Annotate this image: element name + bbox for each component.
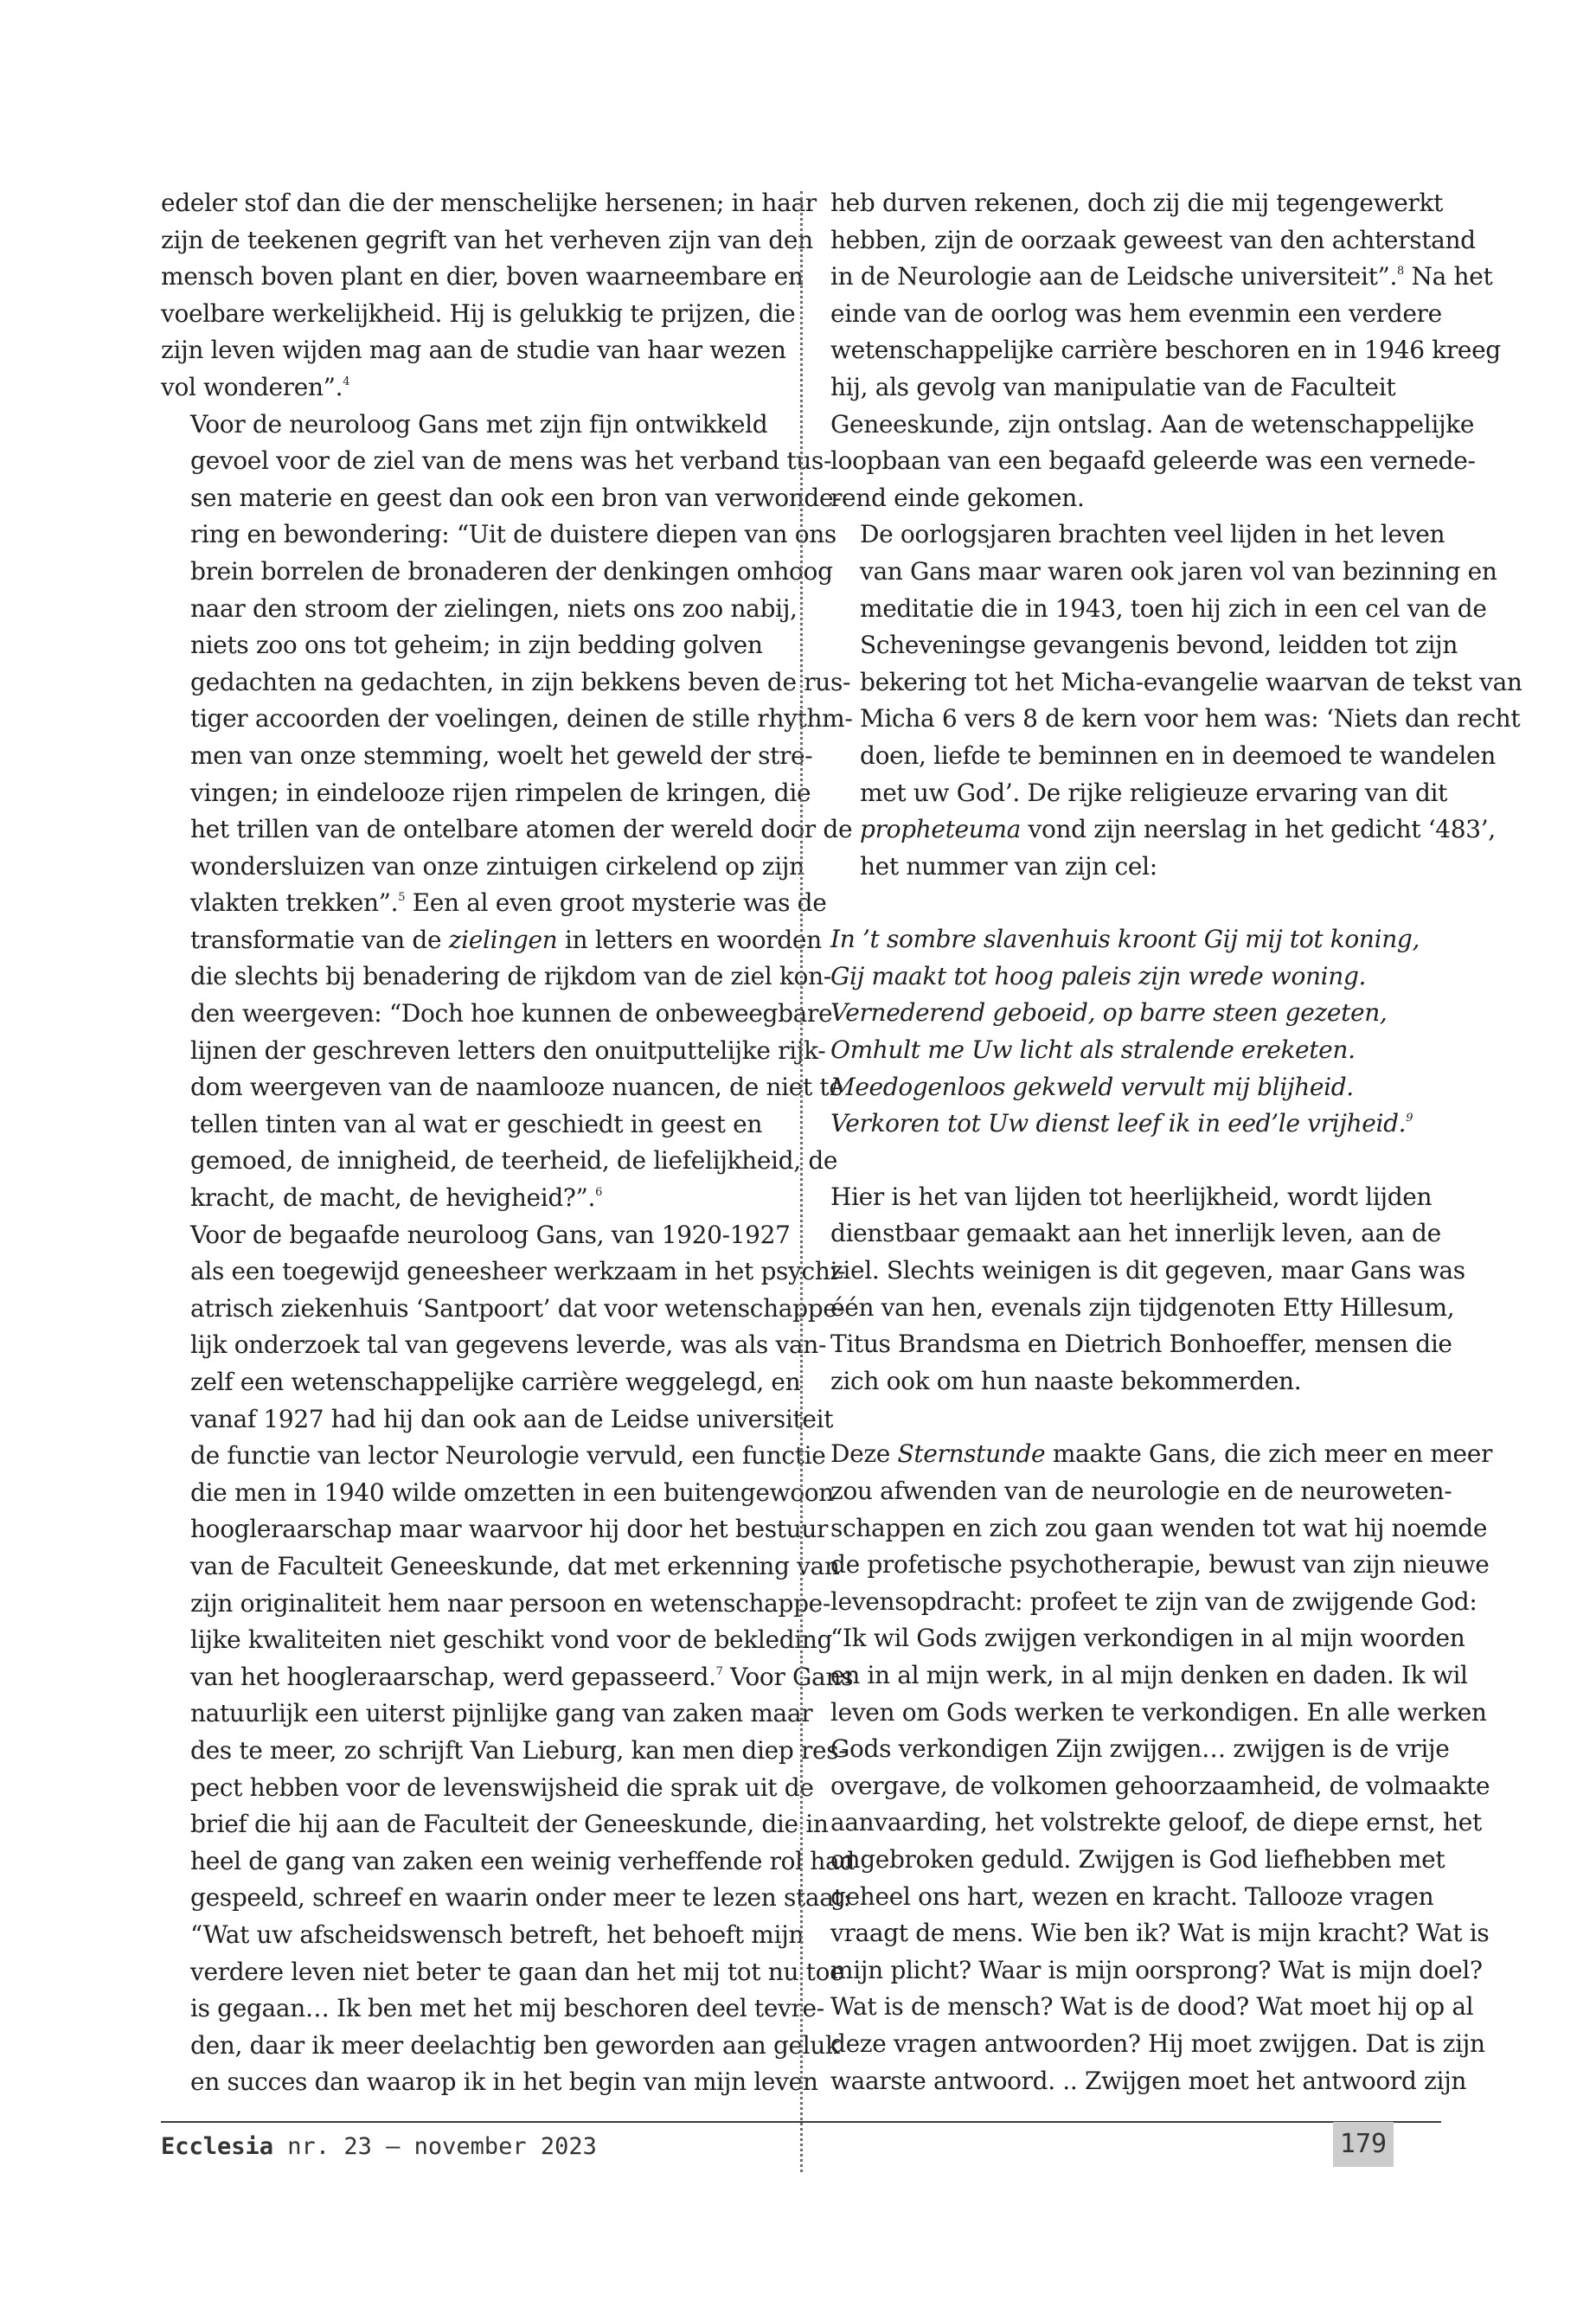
text-line: tiger accoorden der voelingen, deinen de stille rhythm- bbox=[190, 704, 853, 734]
text-line: propheteuma vond zijn neerslag in het gedicht ‘483’, bbox=[860, 815, 1496, 844]
text-line: Titus Brandsma en Dietrich Bonhoeffer, mensen die bbox=[830, 1330, 1452, 1359]
page-number: 179 bbox=[1333, 2122, 1394, 2167]
text-line: “Wat uw afscheidswensch betreft, het behoeft mijn bbox=[190, 1920, 804, 1949]
text-line: Micha 6 vers 8 de kern voor hem was: ‘Niets dan recht bbox=[860, 704, 1521, 734]
text-line: transformatie van de zielingen in letters en woorden bbox=[190, 925, 822, 954]
text-line: gevoel voor de ziel van de mens was het verband tus- bbox=[190, 446, 832, 476]
text-line: heb durven rekenen, doch zij die mij tegengewerkt bbox=[830, 189, 1443, 217]
text-line: men van onze stemming, woelt het geweld der stre- bbox=[190, 740, 813, 770]
text-line: mensch boven plant en dier, boven waarneembare en bbox=[161, 262, 804, 292]
paragraph bbox=[161, 185, 817, 407]
text-line: De oorlogsjaren brachten veel lijden in het leven bbox=[860, 520, 1445, 549]
text-line: de functie van lector Neurologie vervuld, een functie bbox=[190, 1441, 826, 1471]
paragraph bbox=[830, 516, 1522, 885]
text-line: Wat is de mensch? Wat is de dood? Wat moet hij op al bbox=[830, 1992, 1474, 2022]
text-line: één van hen, evenals zijn tijdgenoten Etty Hillesum, bbox=[830, 1292, 1455, 1322]
text-line: zelf een wetenschappelijke carrière weggelegd, en bbox=[190, 1368, 801, 1396]
text-line: wetenschappelijke carrière beschoren en in 1946 kreeg bbox=[830, 336, 1501, 365]
text-line: Hier is het van lijden tot heerlijkheid, wordt lijden bbox=[830, 1182, 1433, 1211]
poem-line: Omhult me Uw licht als stralende ereketen. bbox=[830, 1035, 1356, 1065]
text-line: die slechts bij benadering de rijkdom van de ziel kon- bbox=[190, 962, 831, 991]
text-line: en in al mijn werk, in al mijn denken en daden. Ik wil bbox=[830, 1660, 1468, 1689]
footnote-ref: 9 bbox=[1406, 1112, 1413, 1125]
text-line: dienstbaar gemaakt aan het innerlijk leven, aan de bbox=[830, 1219, 1441, 1248]
column-divider bbox=[800, 191, 803, 2172]
text-line: heel de gang van zaken een weinig verheffende rol had bbox=[190, 1846, 855, 1875]
text-line: ongebroken geduld. Zwijgen is God liefhebben met bbox=[830, 1844, 1445, 1874]
text-line: sen materie en geest dan ook een bron van verwonde- bbox=[190, 483, 842, 512]
text-line: zou afwenden van de neurologie en de neuroweten- bbox=[830, 1477, 1452, 1505]
text-line: ziel. Slechts weinigen is dit gegeven, maar Gans was bbox=[830, 1256, 1465, 1285]
spacer bbox=[830, 885, 1443, 921]
text-line: verdere leven niet beter te gaan dan het mij tot nu toe bbox=[190, 1957, 844, 1986]
text-line: Deze Sternstunde maakte Gans, die zich meer en meer bbox=[830, 1439, 1493, 1469]
text-line: kracht, de macht, de hevigheid?”.$^6$ bbox=[190, 1183, 602, 1213]
text-line: hoogleraarschap maar waarvoor hij door het bestuur bbox=[190, 1515, 829, 1544]
text-line: vraagt de mens. Wie ben ik? Wat is mijn kracht? Wat is bbox=[830, 1919, 1490, 1948]
paragraph bbox=[161, 407, 853, 1217]
text-line: aanvaarding, het volstrekte geloof, de diepe ernst, het bbox=[830, 1808, 1482, 1837]
text-line: lijk onderzoek tal van gegevens leverde, was als van- bbox=[190, 1330, 827, 1360]
footnote-ref: 7 bbox=[715, 1664, 723, 1678]
paragraph bbox=[161, 1217, 855, 2101]
poem bbox=[830, 921, 1443, 1143]
text-line: einde van de oorlog was hem evenmin een verdere bbox=[830, 298, 1442, 328]
text-line: meditatie die in 1943, toen hij zich in een cel van de bbox=[860, 593, 1487, 623]
text-line: vlakten trekken”.$^5$ Een al even groot mysterie was de bbox=[190, 888, 827, 918]
text-line: en succes dan waarop ik in het begin van mijn leven bbox=[190, 2067, 818, 2097]
footer-journal bbox=[161, 2133, 597, 2160]
text-line: niets zoo ons tot geheim; in zijn bedding golven bbox=[190, 631, 763, 660]
text-line: Scheveningse gevangenis bevond, leidden tot zijn bbox=[860, 631, 1458, 660]
text-line: naar den stroom der zielingen, niets ons zoo nabij, bbox=[190, 593, 798, 623]
text-line: natuurlijk een uiterst pijnlijke gang van zaken maar bbox=[190, 1699, 813, 1728]
text-line: atrisch ziekenhuis ‘Santpoort’ dat voor wetenschappe- bbox=[190, 1293, 845, 1323]
text-line: loopbaan van een begaafd geleerde was een vernede- bbox=[830, 446, 1476, 476]
text-line: Voor de neuroloog Gans met zijn fijn ontwikkeld bbox=[190, 409, 768, 439]
footnote-ref: 4 bbox=[343, 375, 350, 388]
text-line: des te meer, zo schrijft Van Lieburg, kan men diep res- bbox=[190, 1735, 847, 1765]
text-line: wondersluizen van onze zintuigen cirkelend op zijn bbox=[190, 851, 804, 881]
text-line: hebben, zijn de oorzaak geweest van den achterstand bbox=[830, 225, 1476, 254]
paragraph bbox=[830, 185, 1501, 516]
footnote-ref: 6 bbox=[595, 1186, 602, 1200]
text-line: lijnen der geschreven letters den onuitputtelijke rijk- bbox=[190, 1035, 826, 1065]
footnote-ref: 5 bbox=[398, 891, 406, 905]
text-line: vol wonderen”.$^4$ bbox=[161, 372, 350, 401]
poem-line: In ’t sombre slavenhuis kroont Gij mij tot koning, bbox=[830, 925, 1420, 954]
journal-name: Ecclesia bbox=[161, 2133, 274, 2160]
text-line: dom weergeven van de naamlooze nuancen, de niet te bbox=[190, 1073, 843, 1102]
right-column bbox=[830, 185, 1522, 2099]
text-line: leven om Gods werken te verkondigen. En alle werken bbox=[830, 1697, 1487, 1727]
poem-line: Meedogenloos gekweld vervult mij blijheid. bbox=[830, 1072, 1354, 1101]
text-line: overgave, de volkomen gehoorzaamheid, de volmaakte bbox=[830, 1771, 1490, 1800]
footnote-ref: 8 bbox=[1397, 265, 1404, 279]
text-line: edeler stof dan die der menschelijke hersenen; in haar bbox=[161, 189, 817, 217]
text-line: zijn originaliteit hem naar persoon en wetenschappe- bbox=[190, 1588, 830, 1618]
text-line: lijke kwaliteiten niet geschikt vond voor de bekleding bbox=[190, 1625, 833, 1655]
poem-line: Gij maakt tot hoog paleis zijn wrede woning. bbox=[830, 961, 1367, 990]
text-line: van de Faculteit Geneeskunde, dat met erkenning van bbox=[190, 1551, 840, 1580]
paragraph bbox=[830, 1436, 1493, 2099]
text-line: vingen; in eindelooze rijen rimpelen de kringen, die bbox=[190, 778, 811, 807]
text-line: zich ook om hun naaste bekommerden. bbox=[830, 1366, 1302, 1395]
text-line: “Ik wil Gods zwijgen verkondigen in al mijn woorden bbox=[830, 1624, 1465, 1653]
poem-line: Vernederend geboeid, op barre steen gezeten, bbox=[830, 998, 1388, 1028]
text-line: in de Neurologie aan de Leidsche universiteit”.$^8$ Na het bbox=[830, 262, 1493, 292]
poem-line: Verkoren tot Uw dienst leef ik in eed’le vrijheid.$^9$ bbox=[830, 1109, 1413, 1138]
left-column bbox=[161, 185, 855, 2101]
text-line: hij, als gevolg van manipulatie van de Faculteit bbox=[830, 372, 1396, 401]
text-line: deze vragen antwoorden? Hij moet zwijgen. Dat is zijn bbox=[830, 2029, 1485, 2058]
text-line: den weergeven: “Doch hoe kunnen de onbeweegbare bbox=[190, 999, 833, 1029]
footer-rule bbox=[161, 2121, 1441, 2123]
text-line: met uw God’. De rijke religieuze ervaring van dit bbox=[860, 778, 1448, 807]
text-line: waarste antwoord. .. Zwijgen moet het antwoord zijn bbox=[830, 2066, 1467, 2095]
text-line: van het hoogleraarschap, werd gepasseerd.$^7$ Voor Gans bbox=[190, 1662, 854, 1691]
text-line: voelbare werkelijkheid. Hij is gelukkig te prijzen, die bbox=[161, 298, 796, 328]
text-line: geheel ons hart, wezen en kracht. Tallooze vragen bbox=[830, 1881, 1434, 1911]
text-line: die men in 1940 wilde omzetten in een buitengewoon bbox=[190, 1477, 834, 1507]
text-line: de profetische psychotherapie, bewust van zijn nieuwe bbox=[830, 1550, 1490, 1580]
text-line: van Gans maar waren ook jaren vol van bezinning en bbox=[860, 556, 1497, 586]
text-line: ring en bewondering: “Uit de duistere diepen van ons bbox=[190, 520, 836, 549]
text-line: mijn plicht? Waar is mijn oorsprong? Wat is mijn doel? bbox=[830, 1955, 1483, 1984]
text-line: Voor de begaafde neuroloog Gans, van 1920-1927 bbox=[190, 1220, 791, 1249]
text-line: gemoed, de innigheid, de teerheid, de liefelijkheid, de bbox=[190, 1146, 838, 1176]
text-line: gespeeld, schreef en waarin onder meer te lezen staat: bbox=[190, 1883, 851, 1913]
text-line: brein borrelen de bronaderen der denkingen omhoog bbox=[190, 556, 833, 586]
emphasis: zielingen bbox=[448, 925, 558, 954]
text-line: vanaf 1927 had hij dan ook aan de Leidse universiteit bbox=[190, 1404, 834, 1433]
text-line: pect hebben voor de levenswijsheid die sprak uit de bbox=[190, 1772, 814, 1802]
text-line: rend einde gekomen. bbox=[830, 483, 1085, 512]
text-line: levensopdracht: profeet te zijn van de zwijgende God: bbox=[830, 1586, 1477, 1616]
spacer bbox=[830, 1400, 1443, 1436]
text-line: gedachten na gedachten, in zijn bekkens beven de rus- bbox=[190, 667, 851, 696]
spacer bbox=[830, 1143, 1443, 1179]
text-line: het nummer van zijn cel: bbox=[860, 851, 1157, 881]
text-line: schappen en zich zou gaan wenden tot wat hij noemde bbox=[830, 1513, 1488, 1542]
text-line: bekering tot het Micha-evangelie waarvan de tekst van bbox=[860, 667, 1522, 696]
text-line: Gods verkondigen Zijn zwijgen… zwijgen is de vrije bbox=[830, 1734, 1450, 1764]
text-line: tellen tinten van al wat er geschiedt in geest en bbox=[190, 1109, 763, 1138]
text-line: als een toegewijd geneesheer werkzaam in het psychi- bbox=[190, 1257, 846, 1286]
emphasis: Sternstunde bbox=[897, 1439, 1046, 1469]
text-line: is gegaan… Ik ben met het mij beschoren deel tevre- bbox=[190, 1994, 824, 2023]
text-line: doen, liefde te beminnen en in deemoed te wandelen bbox=[860, 740, 1496, 770]
text-line: brief die hij aan de Faculteit der Geneeskunde, die in bbox=[190, 1810, 829, 1839]
text-line: Geneeskunde, zijn ontslag. Aan de wetenschappelijke bbox=[830, 409, 1475, 439]
paragraph bbox=[830, 1179, 1465, 1400]
text-line: den, daar ik meer deelachtig ben geworden aan geluk bbox=[190, 2030, 840, 2060]
text-line: het trillen van de ontelbare atomen der wereld door de bbox=[190, 815, 853, 844]
text-line: zijn de teekenen gegrift van het verheven zijn van den bbox=[161, 225, 813, 254]
issue-info: nr. 23 – november 2023 bbox=[273, 2133, 597, 2160]
emphasis: propheteuma bbox=[860, 815, 1021, 844]
text-line: zijn leven wijden mag aan de studie van haar wezen bbox=[161, 336, 786, 365]
